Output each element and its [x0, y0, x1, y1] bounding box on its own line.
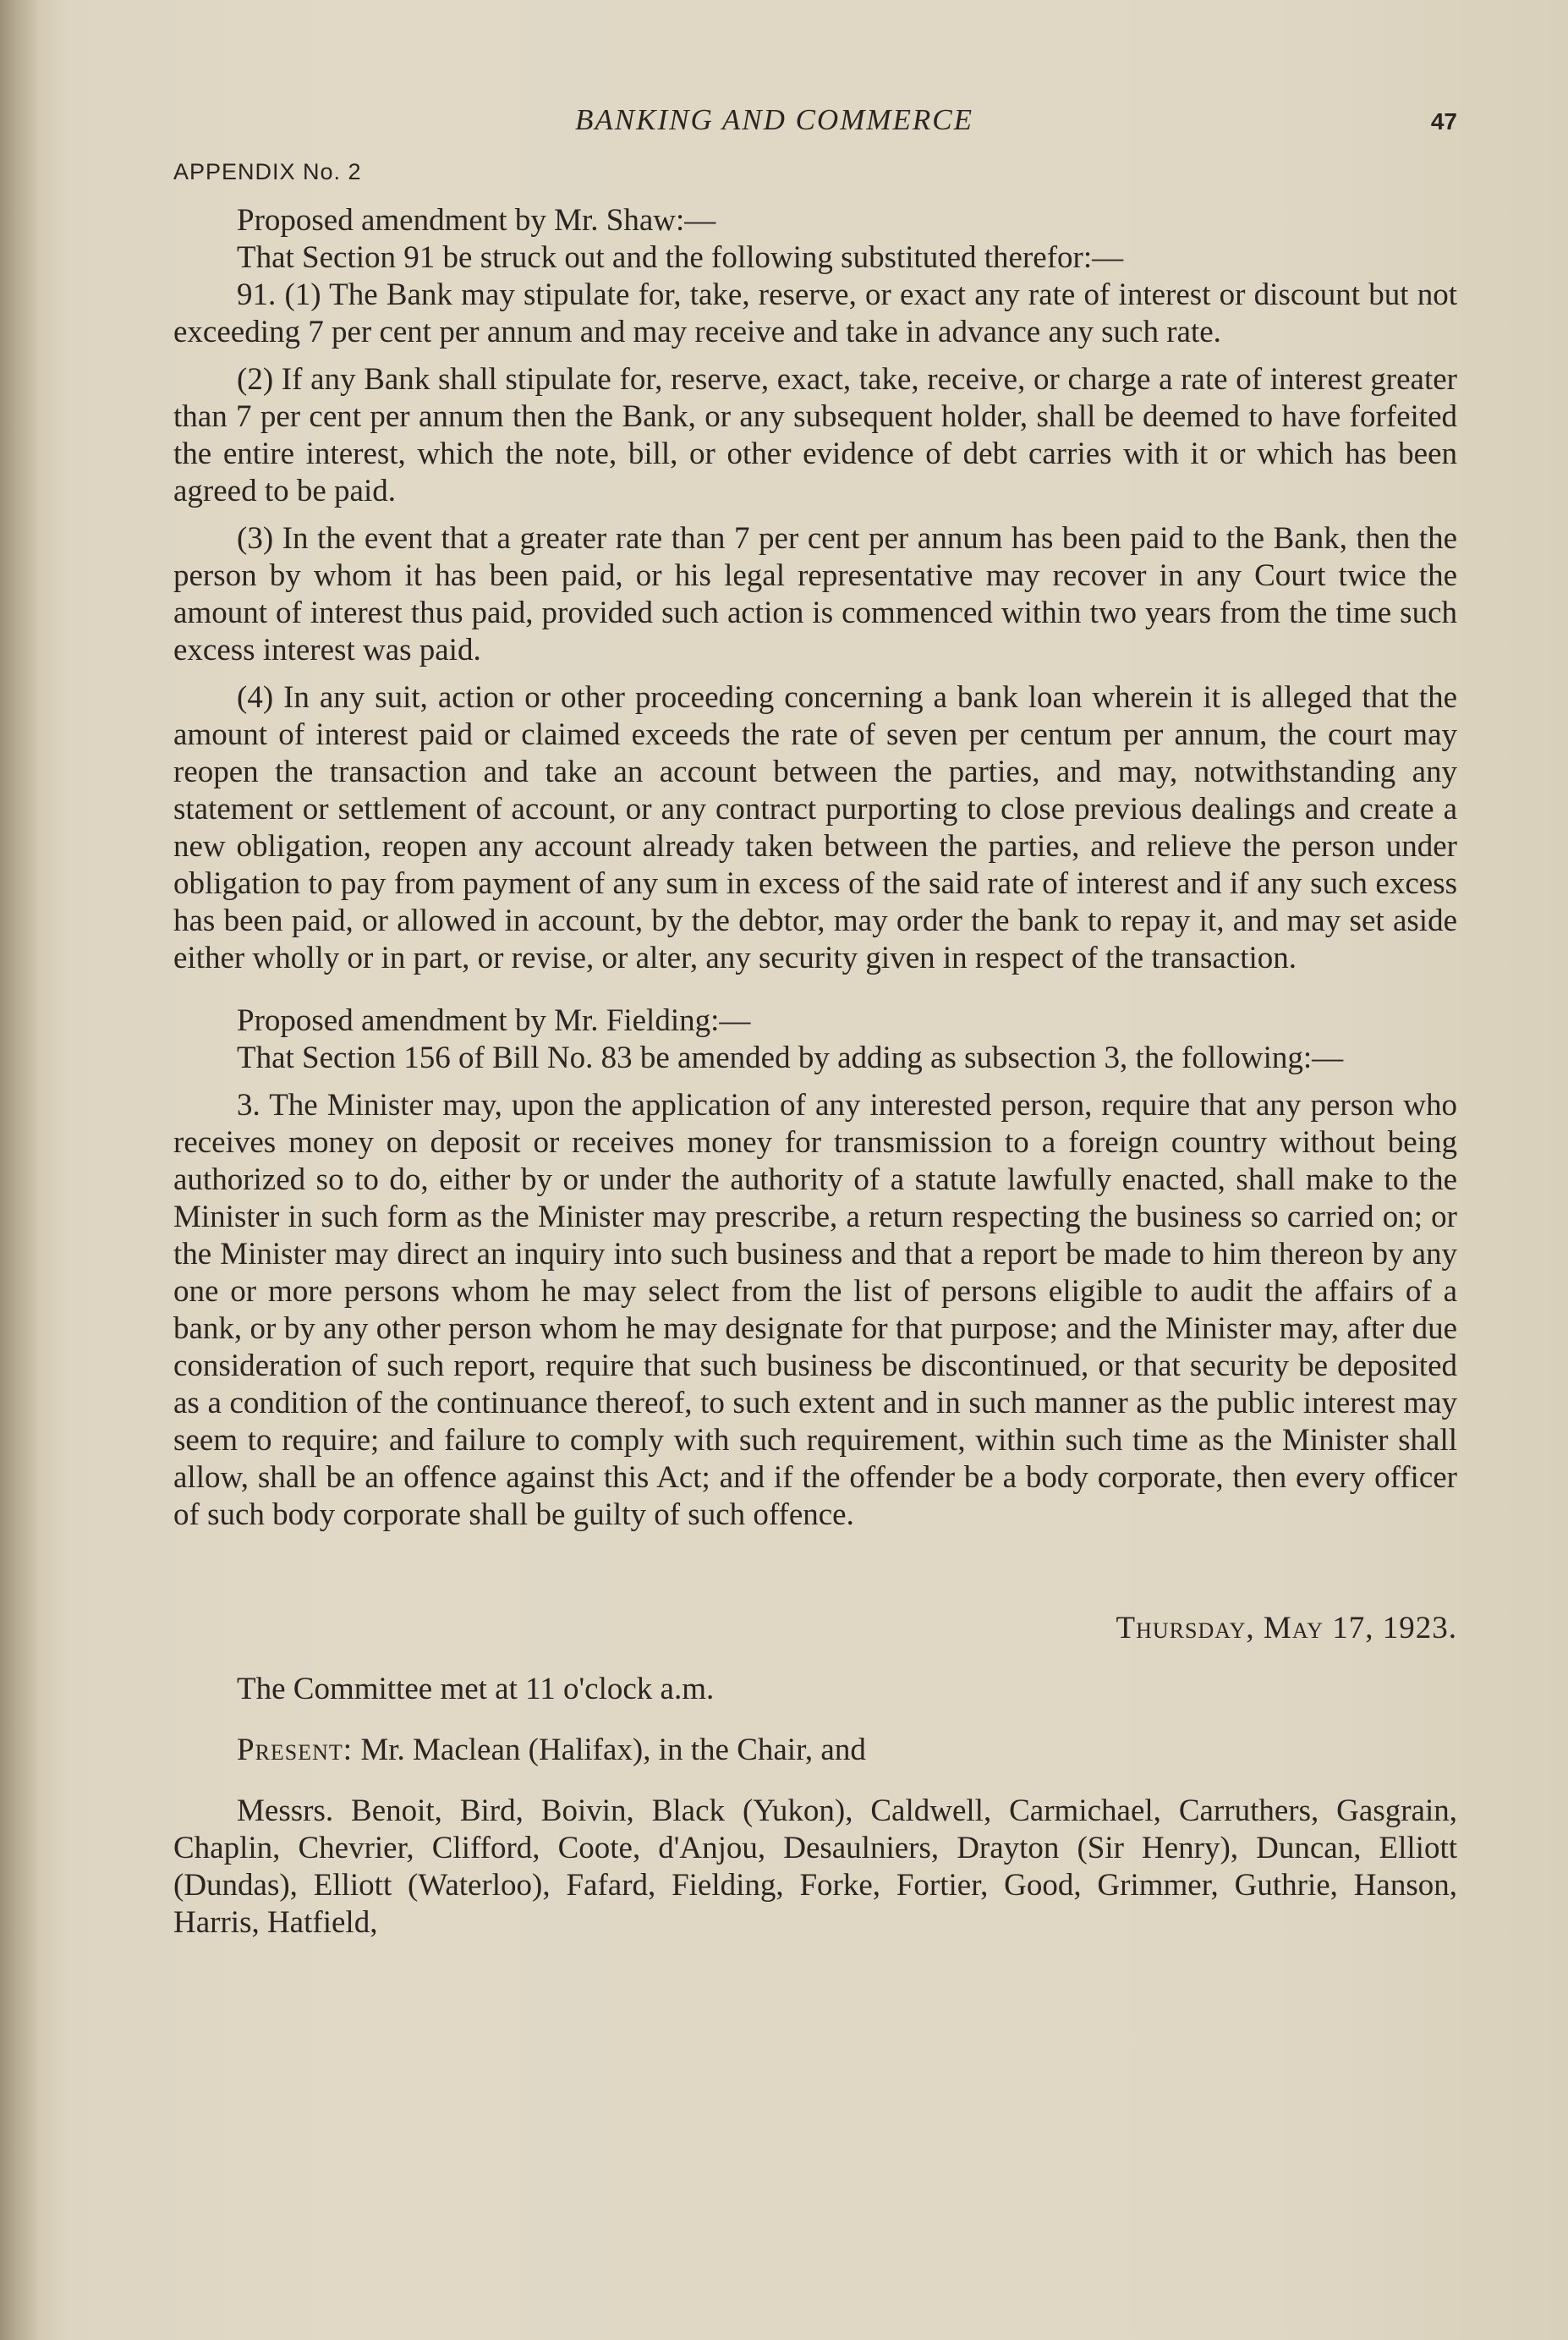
running-header: [173, 100, 1457, 151]
shaw-amendment-intro: Proposed amendment by Mr. Shaw:—: [237, 203, 716, 238]
shaw-subsection-2: (2) If any Bank shall stipulate for, reserve, exact, take, receive, or charge a rate of interest greater than 7 per cent per annum then the Bank, or any subsequent holder, shall be deemed to have forfeited the entire interest, which the note, bill, or other evidence of debt carries with it or which has been agreed to be paid.: [173, 362, 1457, 508]
shaw-subsection-1: 91. (1) The Bank may stipulate for, take, reserve, or exact any rate of interest or discount but not exceeding 7 per cent per annum and may receive and take in advance any such rate.: [173, 277, 1457, 349]
page-number: 47: [1430, 108, 1457, 135]
meeting-time: The Committee met at 11 o'clock a.m.: [237, 1672, 715, 1706]
fielding-amendment-that: That Section 156 of Bill No. 83 be amended by adding as subsection 3, the following:—: [237, 1041, 1344, 1075]
fielding-amendment-intro: Proposed amendment by Mr. Fielding:—: [237, 1003, 751, 1038]
members-list: Messrs. Benoit, Bird, Boivin, Black (Yukon), Caldwell, Carmichael, Carruthers, Gasgrain, Chaplin, Chevrier, Clifford, Coote, d'Anjou, Desaulniers, Drayton (Sir Henry), Duncan, Elliott (Dundas), Elliott (Waterloo), Fafard, Fielding, Forke, Fortier, Good, Grimmer, Guthrie, Hanson, Harris, Hatfield,: [173, 1793, 1457, 1940]
page-content: [173, 100, 1457, 1942]
binding-gutter: [0, 0, 39, 2340]
meeting-date: Thursday, May 17, 1923.: [1116, 1611, 1457, 1645]
shaw-amendment-that: That Section 91 be struck out and the following substituted therefor:—: [237, 240, 1124, 275]
fielding-subsection-3: 3. The Minister may, upon the application of any interested person, require that any person who receives money on deposit or receives money for transmission to a foreign country without being authorized so to do, either by or under the authority of a statute lawfully enacted, shall make to the Minister in such form as the Minister may prescribe, a return respecting the business so carried on; or the Minister may direct an inquiry into such business and that a report be made to him thereon by any one or more persons whom he may select from the list of persons eligible to audit the affairs of a bank, or by any other person whom he may designate for that purpose; and the Minister may, after due consideration of such report, require that such business be discontinued, or that security be deposited as a condition of the continuance thereof, to such extent and in such manner as the public interest may seem to require; and failure to comply with such requirement, within such time as the Minister shall allow, shall be an offence against this Act; and if the offender be a body corporate, then every officer of such body corporate shall be guilty of such offence.: [173, 1088, 1457, 1532]
present-line: [173, 1732, 1457, 1769]
shaw-subsection-4: (4) In any suit, action or other proceeding concerning a bank loan wherein it is alleged that the amount of interest paid or claimed exceeds the rate of seven per centum per annum, the court may reopen the transaction and take an account between the parties, and may, notwithstanding any statement or settlement of account, or any contract purporting to close previous dealings and create a new obligation, reopen any account already taken between the parties, and relieve the person under obligation to pay from payment of any sum in excess of the said rate of interest and if any such excess has been paid, or allowed in account, by the debtor, may order the bank to repay it, and may set aside either wholly or in part, or revise, or alter, any security given in respect of the transaction.: [173, 680, 1457, 975]
appendix-label: APPENDIX No. 2: [173, 159, 362, 184]
present-label: Present:: [237, 1733, 354, 1767]
present-chair: Mr. Maclean (Halifax), in the Chair, and: [353, 1733, 866, 1767]
running-title: BANKING AND COMMERCE: [575, 103, 974, 136]
shaw-subsection-3: (3) In the event that a greater rate than 7 per cent per annum has been paid to the Bank, then the person by whom it has been paid, or his legal representative may recover in any Court twice the amount of interest thus paid, provided such action is commenced within two years from the time such excess interest was paid.: [173, 521, 1457, 667]
